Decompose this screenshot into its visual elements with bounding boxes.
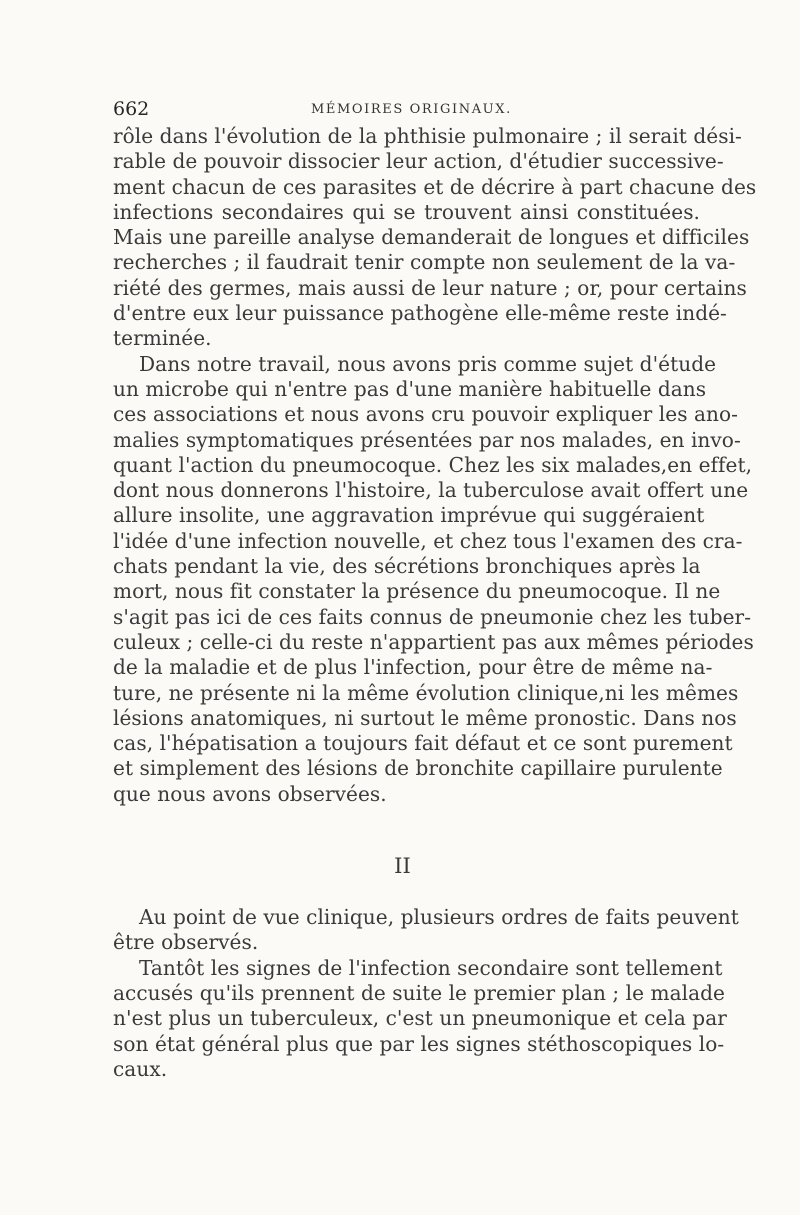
paragraph (113, 905, 739, 956)
page-header (113, 96, 700, 124)
text-line: quant l'action du pneumocoque. Chez les six malades,en effet, (113, 452, 753, 477)
paragraph (113, 124, 757, 352)
text-line: chats pendant la vie, des sécrétions bronchiques après la (113, 554, 701, 579)
text-line: Dans notre travail, nous avons pris comme sujet d'étude (139, 351, 717, 376)
text-line: être observés. (113, 930, 259, 955)
text-line: que nous avons observées. (113, 781, 387, 806)
text-line: ces associations et nous avons cru pouvoir expliquer les ano- (113, 402, 739, 427)
text-line: cas, l'hépatisation a toujours fait défaut et ce sont purement (113, 731, 733, 756)
text-line: son état général plus que par les signes stéthoscopiques lo- (113, 1031, 725, 1056)
text-line: terminée. (113, 326, 212, 351)
text-line: s'agit pas ici de ces faits connus de pneumonie chez les tuber- (113, 604, 752, 629)
text-line: d'entre eux leur puissance pathogène elle-même reste indé- (113, 301, 727, 326)
text-line: lésions anatomiques, ni surtout le même pronostic. Dans nos (113, 705, 737, 730)
text-line: malies symptomatiques présentées par nos malades, en invo- (113, 427, 741, 452)
text-line: allure insolite, une aggravation imprévue qui suggéraient (113, 503, 705, 528)
text-line: Mais une pareille analyse demanderait de longues et difficiles (113, 225, 750, 250)
text-line: riété des germes, mais aussi de leur nature ; or, pour certains (113, 275, 747, 300)
text-line: rôle dans l'évolution de la phthisie pulmonaire ; il serait dési- (113, 124, 742, 148)
section-heading (113, 854, 700, 905)
text-line: et simplement des lésions de bronchite capillaire purulente (113, 756, 723, 781)
text-line: de la maladie et de plus l'infection, pour être de même na- (113, 655, 713, 680)
text-line: caux. (113, 1056, 168, 1081)
text-line: rable de pouvoir dissocier leur action, d'étudier successive- (113, 149, 724, 174)
text-line: recherches ; il faudrait tenir compte non seulement de la va- (113, 250, 736, 275)
text-line: Tantôt les signes de l'infection secondaire sont tellement (139, 955, 723, 980)
text-line: mort, nous fit constater la présence du pneumocoque. Il ne (113, 579, 721, 604)
text-line: culeux ; celle-ci du reste n'appartient pas aux mêmes périodes (113, 629, 754, 654)
text-line: ment chacun de ces parasites et de décrire à part chacune des (113, 174, 757, 199)
page-number: 662 (113, 98, 150, 120)
text-line: ture, ne présente ni la même évolution clinique,ni les mêmes (113, 680, 739, 705)
paragraph (113, 351, 754, 807)
book-page (113, 96, 757, 1082)
text-line: accusés qu'ils prennent de suite le premier plan ; le malade (113, 980, 726, 1005)
text-line: infections secondaires qui se trouvent ainsi constituées. (113, 199, 700, 224)
section-numeral: II (394, 854, 411, 879)
body-text (113, 124, 757, 1082)
text-line: n'est plus un tuberculeux, c'est un pneumonique et cela par (113, 1006, 727, 1031)
text-line: un microbe qui n'entre pas d'une manière habituelle dans (113, 376, 707, 401)
running-head: MÉMOIRES ORIGINAUX. (311, 102, 512, 117)
text-line: l'idée d'une infection nouvelle, et chez tous l'examen des cra- (113, 528, 743, 553)
text-line: dont nous donnerons l'histoire, la tuberculose avait offert une (113, 478, 749, 503)
paragraph (113, 955, 727, 1082)
text-line: Au point de vue clinique, plusieurs ordres de faits peuvent (139, 905, 739, 930)
